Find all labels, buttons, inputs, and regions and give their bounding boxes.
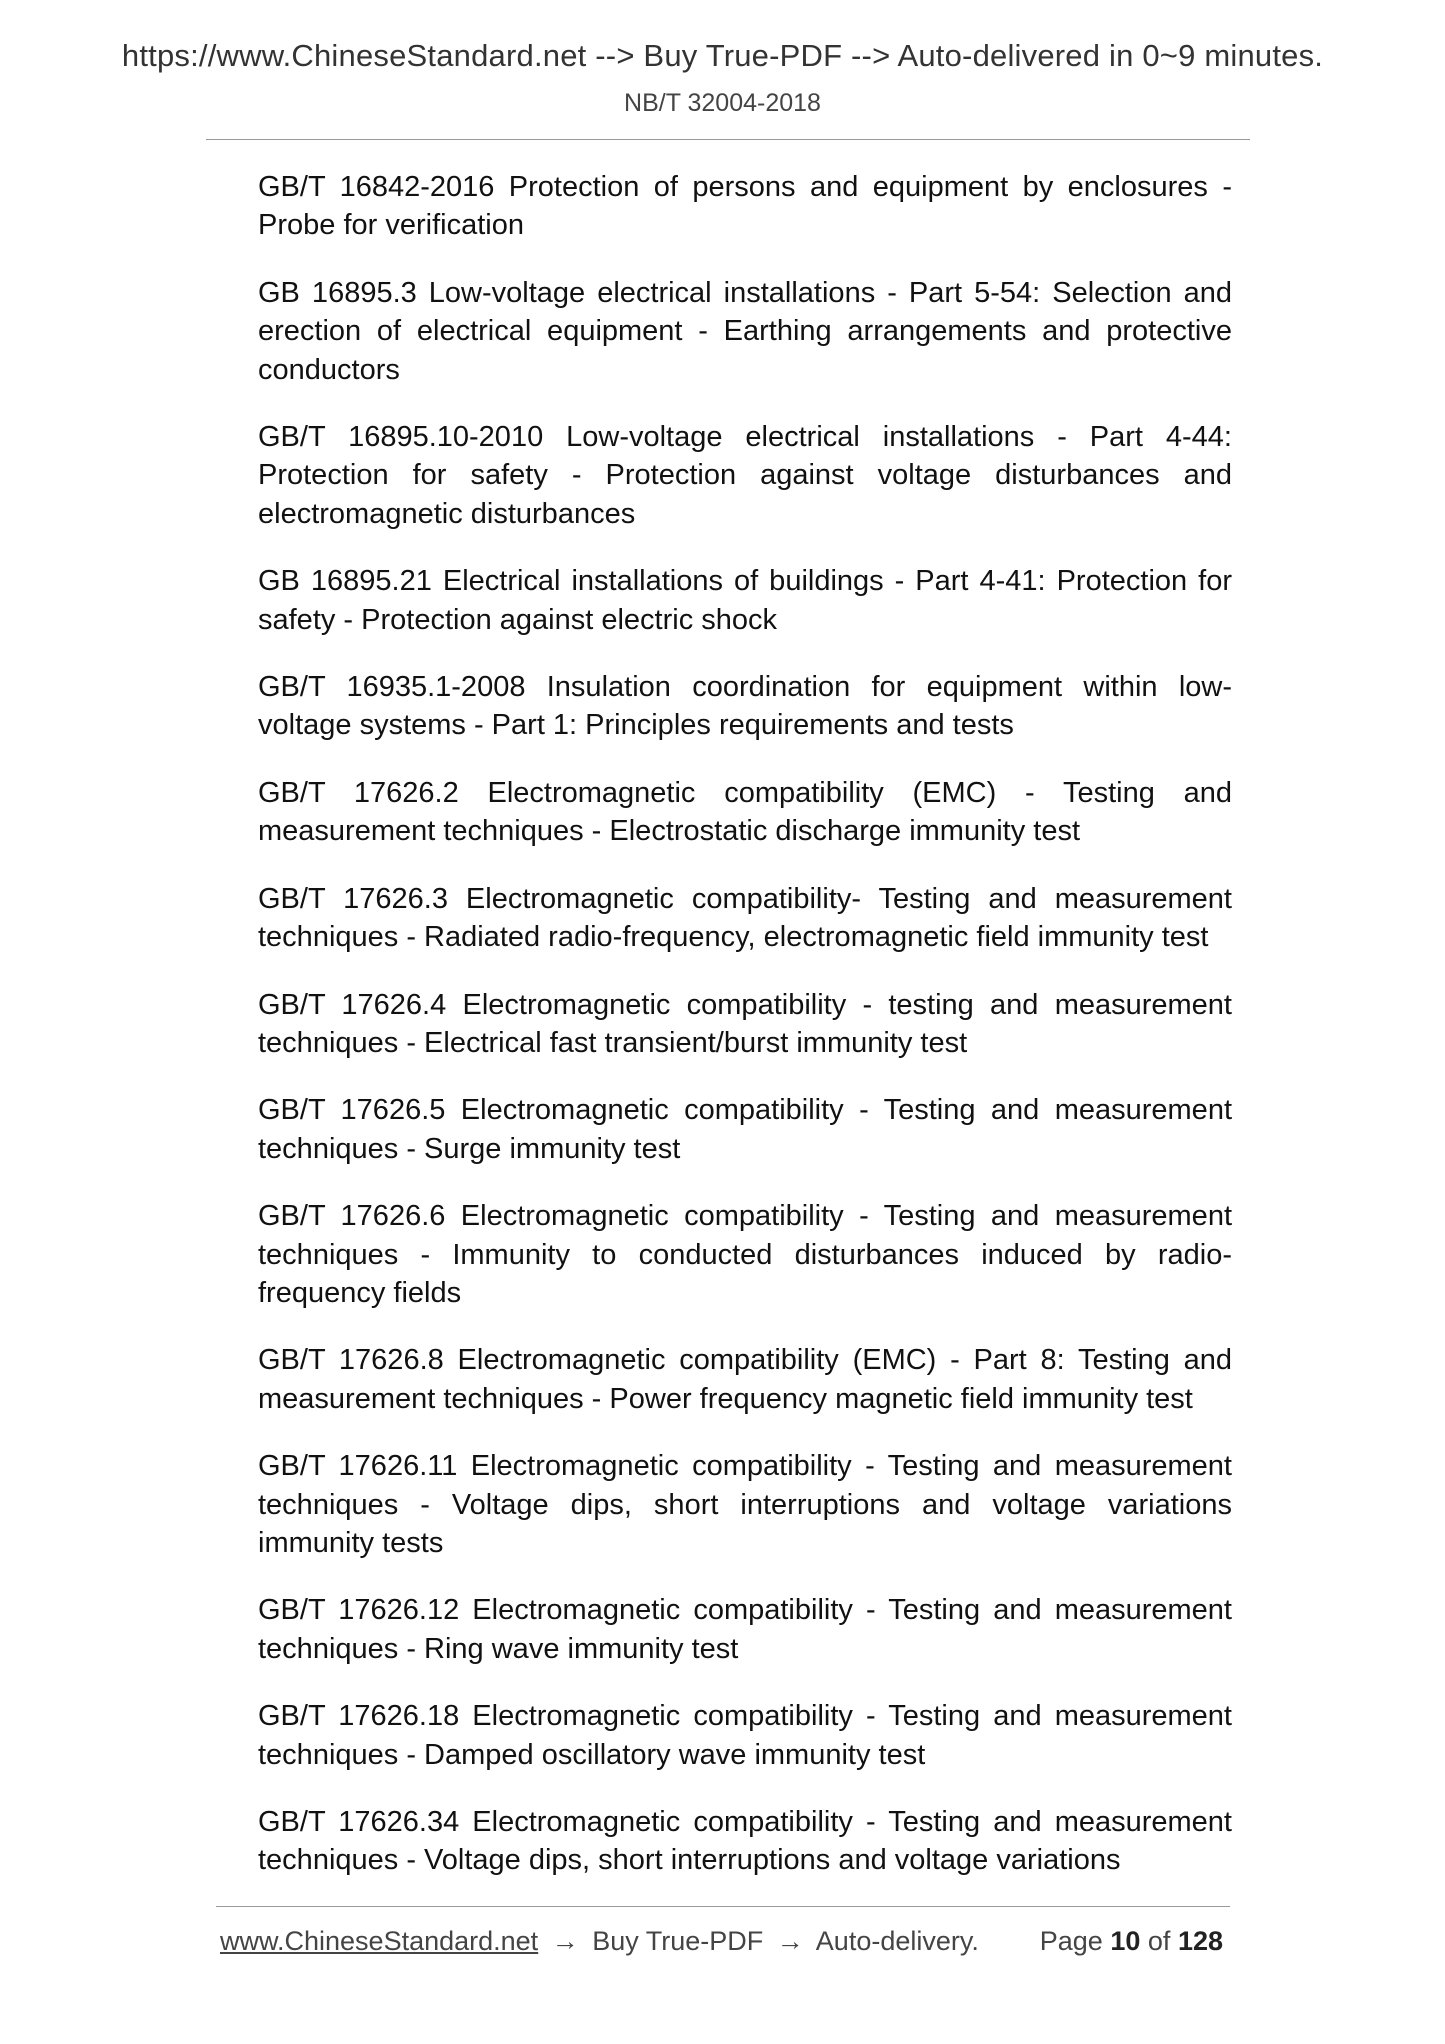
reference-item: GB/T 17626.5 Electromagnetic compatibility - Testing and measurement techniques - Surge immunity test: [258, 1094, 1232, 1165]
standard-id: NB/T 32004-2018: [624, 89, 821, 117]
reference-item: GB/T 16842-2016 Protection of persons and equipment by enclosures - Probe for verification: [258, 171, 1232, 242]
auto-delivery-text: Auto-delivery.: [815, 1926, 979, 1956]
page-indicator: [1040, 1926, 1223, 1957]
footer-links: [220, 1926, 979, 1957]
page-label: Page: [1039, 1926, 1103, 1956]
reference-item: GB/T 17626.12 Electromagnetic compatibility - Testing and measurement techniques - Ring wave immunity test: [258, 1594, 1232, 1665]
footer-divider: [216, 1906, 1230, 1907]
reference-item: GB 16895.3 Low-voltage electrical installations - Part 5-54: Selection and erection of electrical equipment - Earthing arrangements and protective conductors: [258, 276, 1232, 386]
reference-item: GB/T 17626.34 Electromagnetic compatibility - Testing and measurement techniques - Voltage dips, short interruptions and voltage variations: [258, 1806, 1232, 1877]
of-label: of: [1147, 1926, 1171, 1956]
page-number: 10: [1110, 1926, 1141, 1956]
reference-item: GB/T 17626.3 Electromagnetic compatibility- Testing and measurement techniques - Radiated radio-frequency, electromagnetic field immunity test: [258, 882, 1232, 954]
reference-item: GB/T 16935.1-2008 Insulation coordination for equipment within low-voltage systems - Part 1: Principles requirements and tests: [258, 671, 1232, 742]
site-link[interactable]: www.ChineseStandard.net: [220, 1926, 539, 1956]
source-banner[interactable]: https://www.ChineseStandard.net --> Buy True-PDF --> Auto-delivered in 0~9 minutes.: [121, 38, 1324, 73]
reference-item: GB/T 17626.18 Electromagnetic compatibility - Testing and measurement techniques - Damped oscillatory wave immunity test: [258, 1700, 1232, 1771]
reference-item: GB/T 17626.6 Electromagnetic compatibility - Testing and measurement techniques - Immunity to conducted disturbances induced by radio-frequency fields: [258, 1200, 1232, 1309]
header-divider: [206, 139, 1250, 140]
reference-item: GB/T 17626.8 Electromagnetic compatibility (EMC) - Part 8: Testing and measurement techniques - Power frequency magnetic field immunity test: [258, 1344, 1232, 1415]
buy-true-pdf-text: Buy True-PDF: [592, 1926, 764, 1956]
reference-item: GB/T 17626.4 Electromagnetic compatibility - testing and measurement techniques - Electrical fast transient/burst immunity test: [258, 988, 1232, 1059]
reference-item: GB/T 17626.11 Electromagnetic compatibility - Testing and measurement techniques - Voltage dips, short interruptions and voltage variations immunity tests: [258, 1450, 1232, 1559]
arrow-right-icon: →: [776, 1926, 804, 1956]
page-total: 128: [1177, 1926, 1223, 1956]
reference-item: GB/T 16895.10-2010 Low-voltage electrical installations - Part 4-44: Protection for safety - Protection against voltage disturbances and electromagnetic disturbances: [258, 421, 1232, 530]
arrow-right-icon: →: [551, 1926, 579, 1956]
normative-references-list: [258, 168, 1232, 1880]
reference-item: GB/T 17626.2 Electromagnetic compatibility (EMC) - Testing and measurement techniques - Electrostatic discharge immunity test: [258, 776, 1232, 848]
reference-item: GB 16895.21 Electrical installations of buildings - Part 4-41: Protection for safety - Protection against electric shock: [258, 565, 1232, 636]
